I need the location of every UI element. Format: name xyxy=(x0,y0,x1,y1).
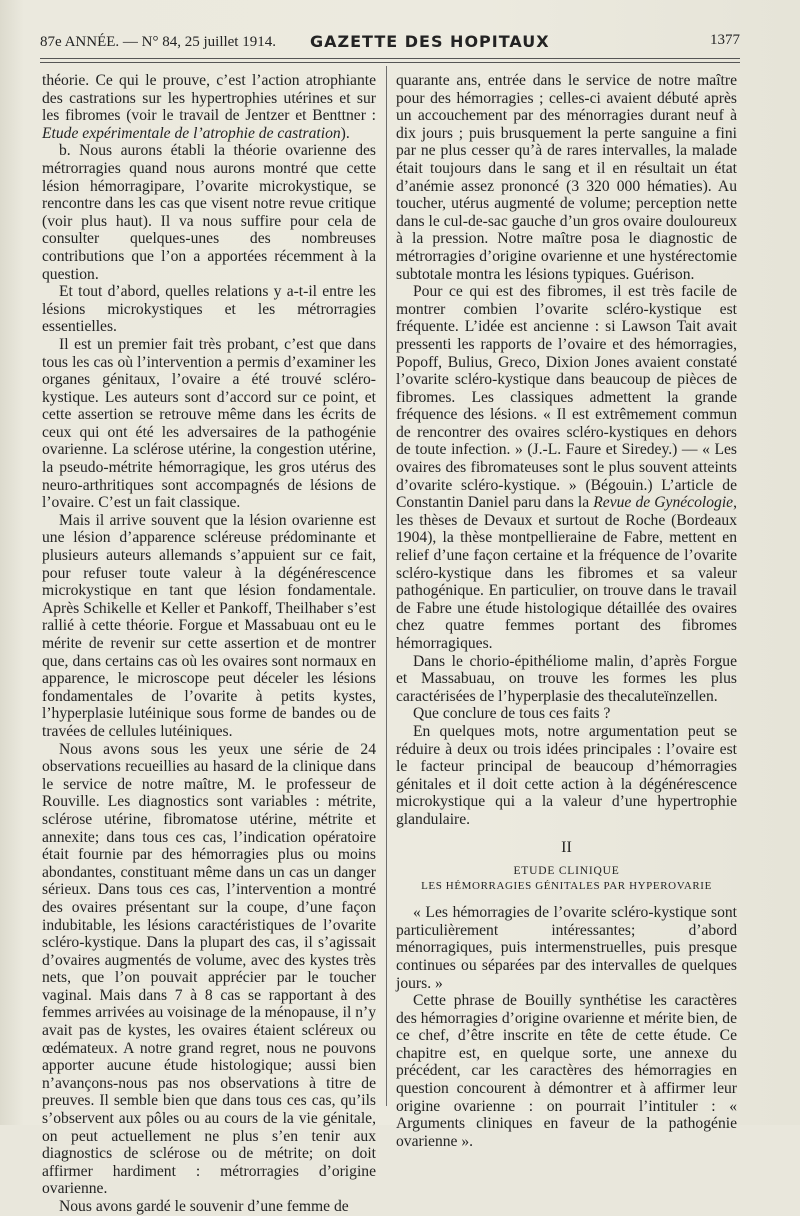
paragraph: Dans le chorio-épithéliome malin, d’après Forgue et Massabuau, on trouve les formes les plus caractérisées de l’hyperplasie des thecaluteïnzellen. xyxy=(396,652,737,705)
paragraph xyxy=(396,283,737,652)
paragraph xyxy=(42,72,376,142)
text-run: , les thèses de Devaux et surtout de Roche (Bordeaux 1904), la thèse montpellieraine de Fabre, mettent en relief d’une façon certaine et la fréquence de l’ovarite scléro-kystique dans les fibromes et sa valeur pathogénique. En particulier, on trouve dans le travail de Fabre une étude histologique détaillée des ovaires chez quatre femmes portant des fibromes hémorragiques. xyxy=(396,494,737,652)
paragraph: Nous avons sous les yeux une série de 24 observations recueillies au hasard de la clinique dans le service de notre maître, M. le professeur de Rouville. Les diagnostics sont variables : métrite, sclérose utérine, fibromatose utérine, métrite et annexite; dans tous ces cas, l’indication opératoire était fournie par des hémorragies plus ou moins abondantes, constituant même dans un cas un danger sérieux. Dans tous ces cas, l’intervention a montré des ovaires présentant sur la coupe, d’une façon indubitable, les lésions caractéristiques de l’ovarite scléro-kystique. Dans la plupart des cas, il s’agissait d’ovaires augmentés de volume, avec des kystes très nets, que l’on pouvait apprécier par le toucher vaginal. Mais dans 7 à 8 cas se rapportant à des femmes arrivées au voisinage de la ménopause, il n’y avait pas de kystes, les ovaires étaient scléreux ou œdémateux. A notre grand regret, nous ne pouvons apporter aucune étude histologique; aussi bien n’avançons-nous pas nos observations à titre de preuves. Il semble bien que dans tous ces cas, qu’ils s’observent aux pôles ou au cours de la vie génitale, on peut actuellement ne plus s’en tenir aux diagnostics de sclérose ou de métrite; on doit affirmer hardiment : métrorragies d’origine ovarienne. xyxy=(42,740,376,1198)
paragraph: b. Nous aurons établi la théorie ovarienne des métrorragies quand nous aurons montré que cette lésion hémorragipare, l’ovarite microkystique, se rencontre dans les cas que visent notre revue critique (voir plus haut). Il va nous suffire pour cela de consulter quelques-unes des nombreuses contributions que l’on a apportées récemment à la question. xyxy=(42,142,376,283)
section-subtitle: LES HÉMORRAGIES GÉNITALES PAR HYPEROVARIE xyxy=(421,880,712,893)
italic-title: Revue de Gynécologie xyxy=(593,494,734,512)
journal-title: GAZETTE DES HOPITAUX xyxy=(310,32,550,51)
paragraph: Mais il arrive souvent que la lésion ovarienne est une lésion d’apparence scléreuse prédominante et plusieurs auteurs allemands s’appuient sur ce fait, pour refuser toute valeur à la dégénérescence microkystique en tant que lésion fondamentale. Après Schikelle et Keller et Pankoff, Theilhaber s’est rallié à cette théorie. Forgue et Massabuau ont eu le mérite de revenir sur cette assertion et de montrer que, dans certains cas où les ovaires sont normaux en apparence, le microscope peut déceler les lésions fondamentales de l’ovarite à petits kystes, l’hyperplasie lutéinique sous forme de bandes ou de travées de cellules lutéiniques. xyxy=(42,511,376,740)
paragraph: Il est un premier fait très probant, c’est que dans tous les cas où l’intervention a permis d’examiner les organes génitaux, l’ovaire a été trouvé scléro-kystique. Les auteurs sont d’accord sur ce point, et cette assertion se retrouve même dans les écrits de ceux qui ont été les adversaires de la pathogénie ovarienne. La sclérose utérine, la congestion utérine, la pseudo-métrite hémorragique, les gros utérus des neuro-arthritiques sont accompagnés de lésions de l’ovaire. C’est un fait classique. xyxy=(42,335,376,512)
paragraph: Cette phrase de Bouilly synthétise les caractères des hémorragies d’origine ovarienne et mérite bien, de ce chef, d’être inscrite en tête de cette étude. Ce chapitre est, en quelque sorte, une annexe du précédent, car les caractères des hémorragies en question concourent à démontrer et à affirmer leur origine ovarienne : on pourrait l’intituler : « Arguments cliniques en faveur de la pathogénie ovarienne ». xyxy=(396,992,737,1150)
section-title: ETUDE CLINIQUE xyxy=(513,865,620,878)
paragraph: Que conclure de tous ces faits ? xyxy=(413,705,611,723)
left-column xyxy=(42,72,376,1216)
paragraph: Et tout d’abord, quelles relations y a-t-il entre les lésions microkystiques et les métrorragies essentielles. xyxy=(42,283,376,336)
right-column xyxy=(396,72,737,1150)
paragraph: Nous avons gardé le souvenir d’une femme de xyxy=(59,1198,349,1215)
column-divider xyxy=(386,66,387,1106)
paragraph: « Les hémorragies de l’ovarite scléro-kystique sont particulièrement intéressantes; d’abord ménorragiques, puis intermenstruelles, puis presque continues ou séparées par des intervalles de quelques jours. » xyxy=(396,904,737,992)
header-rule-bottom xyxy=(40,62,740,63)
issue-info: 87e ANNÉE. — N° 84, 25 juillet 1914. xyxy=(40,34,276,50)
text-run: ). xyxy=(340,124,350,142)
text-run: théorie. Ce qui le prouve, c’est l’action atrophiante des castrations sur les hypertrophies utérines et sur les fibromes (voir le travail de Jentzer et Benttner : xyxy=(42,72,376,125)
running-header xyxy=(40,28,740,54)
paragraph: quarante ans, entrée dans le service de notre maître pour des hémorragies ; celles-ci avaient débuté après un accouchement par des ménorragies durant neuf à dix jours ; puis brusquement la perte sanguine a fini par ne plus cesser qu’à de rares intervalles, la malade était toujours dans le sang et il en résultait un état d’anémie assez prononcé (3 320 000 hématies). Au toucher, utérus augmenté de volume; perception nette dans le cul-de-sac gauche d’un gros ovaire douloureux à la pression. Notre maître posa le diagnostic de métrorragies d’origine ovarienne et une hystérectomie subtotale montra les lésions typiques. Guérison. xyxy=(396,72,737,283)
text-run: Pour ce qui est des fibromes, il est très facile de montrer combien l’ovarite scléro-kystique est fréquente. L’idée est ancienne : si Lawson Tait avait pressenti les rapports de l’ovaire et des hémorragies, Popoff, Bulius, Greco, Dixion Jones avaient constaté l’ovarite scléro-kystique dans beaucoup de pièces de fibromes. Les classiques admettent la grande fréquence des lésions. « Il est extrêmement commun de rencontrer des ovaires scléro-kystiques en dehors de toute infection. » (J.-L. Faure et Siredey.) — « Les ovaires des fibromateuses sont le plus souvent atteints d’ovarite scléro-kystique. » (Bégouin.) L’article de Constantin Daniel paru dans la xyxy=(396,283,737,512)
paragraph: En quelques mots, notre argumentation peut se réduire à deux ou trois idées principales : l’ovaire est le facteur principal de beaucoup d’hémorragies génitales et il doit cette action à la dégénérescence microkystique qui a la valeur d’une hypertrophie glandulaire. xyxy=(396,722,737,828)
page-number: 1377 xyxy=(710,32,740,48)
section-number: II xyxy=(561,838,572,856)
italic-title: Etude expérimentale de l’atrophie de castration xyxy=(42,124,341,142)
header-rule-top xyxy=(40,58,740,59)
